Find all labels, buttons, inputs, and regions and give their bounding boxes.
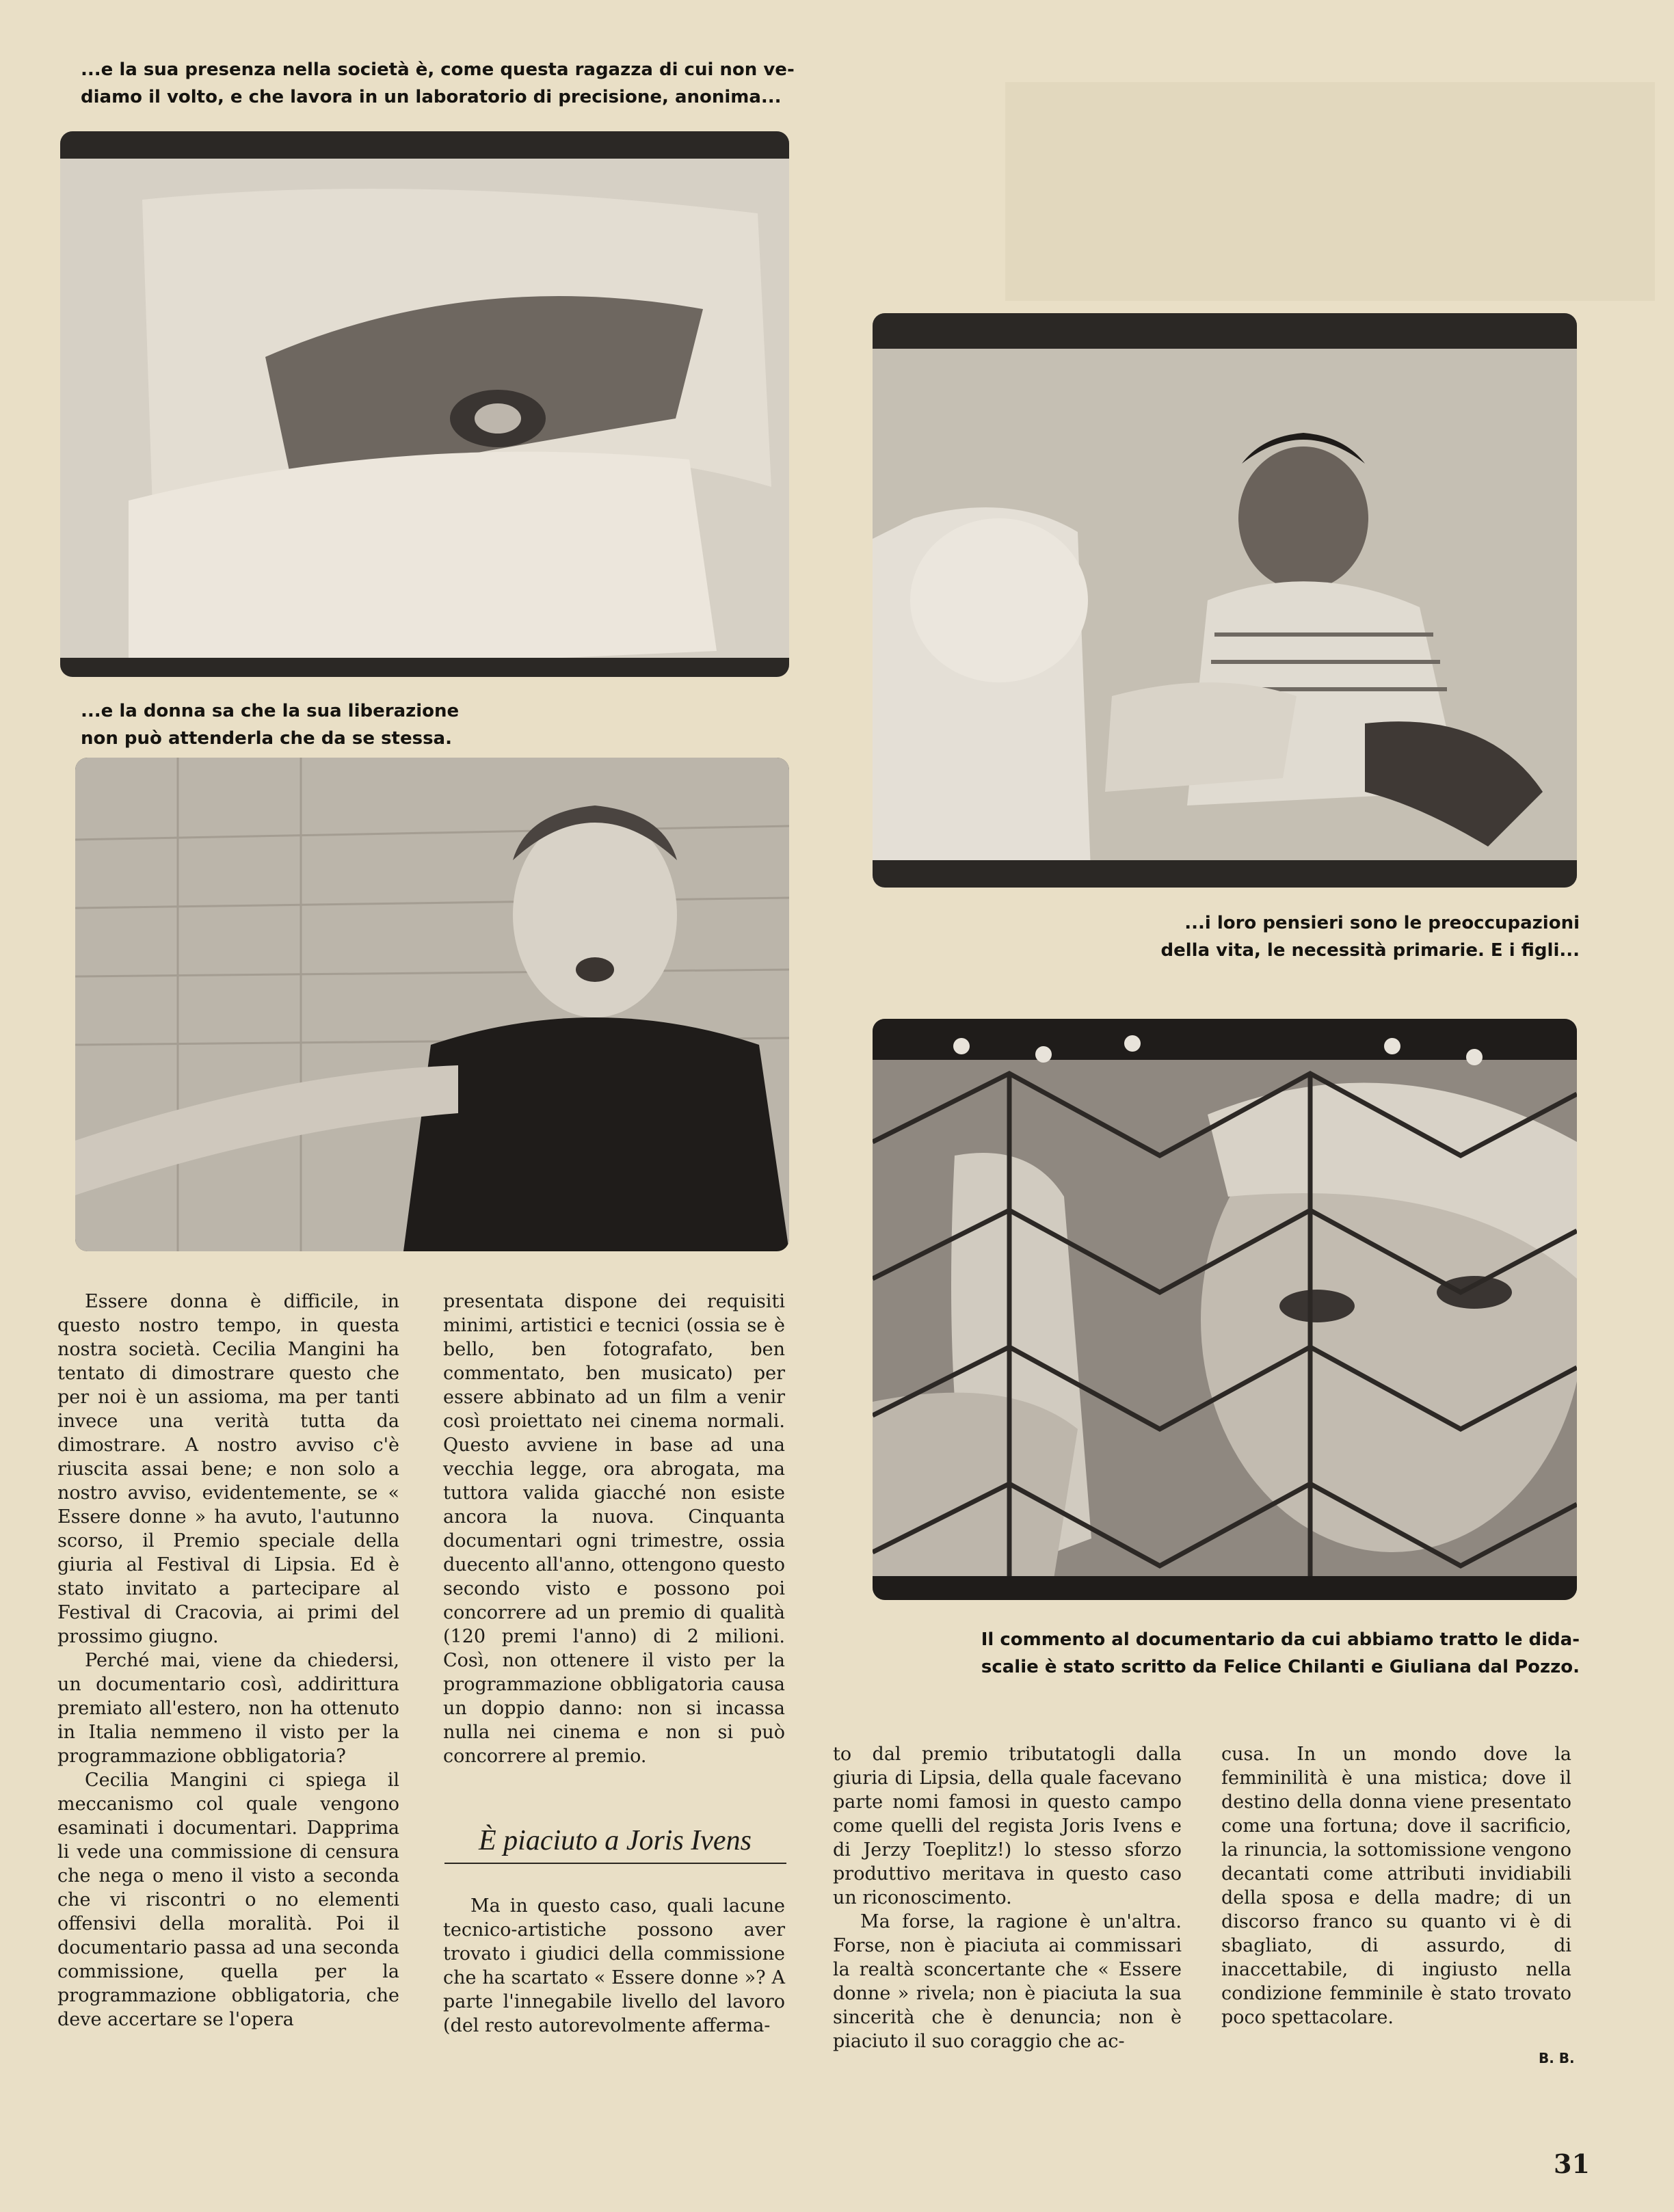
author-signature: B. B. xyxy=(1539,2050,1575,2066)
article-paragraph: Perché mai, viene da chiedersi, un documentario così, addirittura premiato all'estero, non ha ottenuto in Italia nemmeno il visto per la programmazione obbligatoria? xyxy=(57,1650,399,1767)
caption-line: ...i loro pensieri sono le preoccupazioni xyxy=(1184,913,1580,933)
caption-line: scalie è stato scritto da Felice Chilanti e Giuliana dal Pozzo. xyxy=(981,1657,1580,1677)
article-paragraph: cusa. In un mondo dove la femminilità è una mistica; dove il destino della donna viene presentato come una fortuna; dove il sacrificio, la rinuncia, la sottomissione vengono decantati come attributi invidiabili della sposa e della madre; di un discorso franco su quanto vi è di sbagliato, di assurdo, di inaccettabile, di ingiusto nella condizione femminile è stato trovato poco spettacolare. xyxy=(1221,1744,1571,2028)
article-column-2-top xyxy=(443,1290,785,1768)
article-paragraph: presentata dispone dei requisiti minimi, artistici e tecnici (ossia se è bello, ben fotografato, ben commentato, ben musicato) per essere abbinato ad un film a venir così proiettato nei cinema normali. Questo avviene in base ad una vecchia legge, ora abrogata, ma tuttora valida giacché non esiste ancora la nuova. Cinquanta documentari ogni trimestre, ossia duecento all'anno, ottengono questo secondo visto e possono poi concorrere ad un premio di qualità (120 premi l'anno) di 2 milioni. Così, non ottenere il visto per la programmazione obbligatoria causa un doppio danno: non si incassa nulla nei cinema e non si può concorrere al premio. xyxy=(443,1291,785,1767)
caption-line: ...e la sua presenza nella società è, come questa ragazza di cui non ve- xyxy=(81,59,795,80)
caption-line: ...e la donna sa che la sua liberazione xyxy=(81,701,460,721)
photo-girl-behind-fence xyxy=(873,1019,1577,1600)
section-subheading: È piaciuto a Joris Ivens xyxy=(479,1825,752,1856)
caption-factory-girl xyxy=(81,56,799,111)
caption-commentary-credit xyxy=(889,1626,1580,1681)
photo-children-by-wall xyxy=(873,313,1577,888)
article-paragraph: Cecilia Mangini ci spiega il meccanismo col quale vengono esaminati i documentari. Dapprima li vede una commissione di censura che nega o meno il visto a seconda che vi riscontri o no elementi offensivi della moralità. Poi il documentario passa ad una seconda commissione, quella per la programmazione obbligatoria, che deve accertare se l'opera xyxy=(57,1770,399,2030)
caption-thoughts xyxy=(889,909,1580,964)
article-column-4 xyxy=(1221,1742,1571,2029)
page-number: 31 xyxy=(1554,2148,1590,2179)
article-paragraph: Essere donna è difficile, in questo nostro tempo, in questa nostra società. Cecilia Mangini ha tentato di dimostrare questo che per noi è un assioma, ma per tanti invece una verità tutta da dimostrare. A nostro avviso c'è riuscita assai bene; e non solo a nostro avviso, evidentemente, se « Essere donne » ha avuto, l'autunno scorso, il Premio speciale della giuria al Festival di Lipsia. Ed è stato invitato a partecipare al Festival di Cracovia, ai primi del prossimo giugno. xyxy=(57,1291,399,1647)
subheading-rule xyxy=(444,1863,786,1864)
caption-line: della vita, le necessità primarie. E i figli... xyxy=(1160,940,1580,961)
caption-liberation xyxy=(81,697,559,752)
photo-woman-speaking xyxy=(75,758,789,1251)
caption-line: non può attenderla che da se stessa. xyxy=(81,728,452,749)
article-paragraph: to dal premio tributatogli dalla giuria di Lipsia, della quale facevano parte nomi famosi in questo campo come quelli del regista Joris Ivens e di Jerzy Toeplitz!) lo stesso sforzo produttivo meritava in questo caso un riconoscimento. xyxy=(833,1744,1182,1908)
article-column-2-bottom xyxy=(443,1894,785,2038)
article-paragraph: Ma in questo caso, quali lacune tecnico-artistiche possono aver trovato i giudici della commissione che ha scartato « Essere donne »? A parte l'innegabile livello del lavoro (del resto autorevolmente afferma- xyxy=(443,1895,785,2036)
article-column-3 xyxy=(833,1742,1182,2053)
article-column-1 xyxy=(57,1290,399,2031)
caption-line: diamo il volto, e che lavora in un laboratorio di precisione, anonima... xyxy=(81,87,782,107)
caption-line: Il commento al documentario da cui abbiamo tratto le dida- xyxy=(981,1629,1580,1650)
photo-masked-worker xyxy=(60,131,789,677)
show-through-area xyxy=(1005,82,1655,301)
article-paragraph: Ma forse, la ragione è un'altra. Forse, non è piaciuta ai commissari la realtà sconcertante che « Essere donne » rivela; non è piaciuta la sua sincerità che è denuncia; non è piaciuto il suo coraggio che ac- xyxy=(833,1911,1182,2052)
